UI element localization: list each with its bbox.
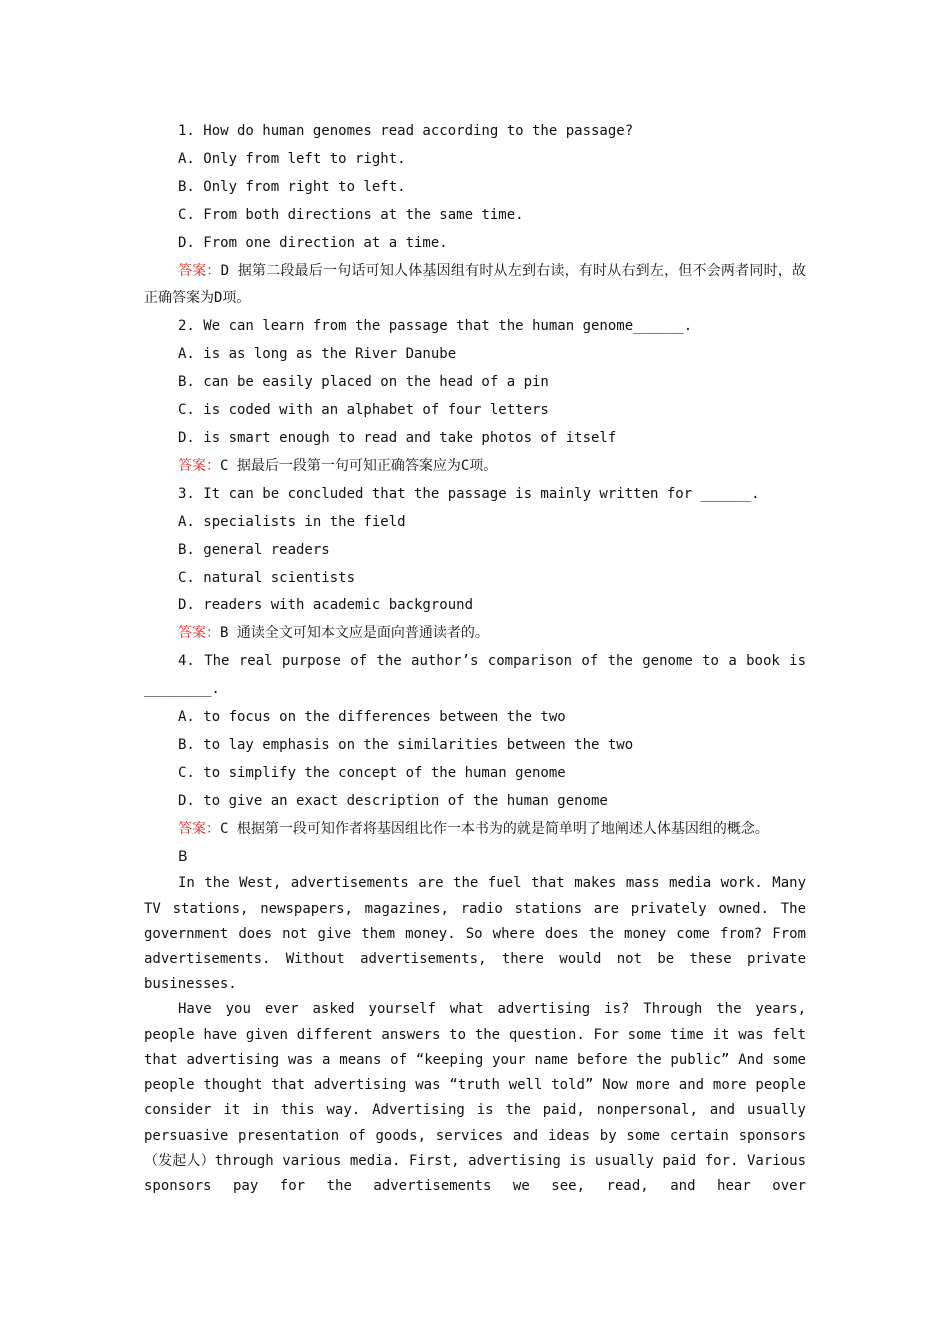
answer-label: 答案： (178, 262, 221, 279)
answer-label: 答案： (178, 457, 220, 474)
option-b: B. to lay emphasis on the similarities between the two (178, 736, 634, 753)
answer-text: B 通读全文可知本文应是面向普通读者的。 (220, 625, 489, 642)
passage-paragraph-1: In the West, advertisements are the fuel that makes mass media work. Many TV stations, newspapers, magazines, radio stations are privately owned. The government does not give them money. So where does the money come from? From advertisements. Without advertisements, there would not be these private businesses. (144, 875, 806, 993)
answer-text: C 根据第一段可知作者将基因组比作一本书为的就是简单明了地阐述人体基因组的概念。 (220, 820, 769, 837)
question-4 (144, 648, 806, 843)
option-a: A. specialists in the field (178, 513, 406, 530)
option-d: D. From one direction at a time. (178, 234, 448, 251)
option-a: A. to focus on the differences between the two (178, 709, 566, 726)
option-c: C. From both directions at the same time. (178, 206, 524, 223)
answer-label: 答案： (178, 820, 220, 837)
answer (144, 258, 806, 314)
answer-label: 答案： (178, 625, 220, 642)
question-stem: 3. It can be concluded that the passage is mainly written for ______. (178, 485, 760, 502)
option-c: C. natural scientists (178, 569, 356, 586)
answer-text: D 据第二段最后一句话可知人体基因组有时从左到右读，有时从右到左，但不会两者同时，故正确答案为D项。 (144, 262, 806, 307)
passage-paragraph-2: Have you ever asked yourself what advertising is? Through the years, people have given different answers to the question. For some time it was felt that advertising was a means of “keeping your name before the public” And some people thought that advertising was “truth well told” Now more and more people consider it in this way. Advertising is the paid, nonpersonal, and usually persuasive presentation of goods, services and ideas by some certain sponsors（发起人）through various media. First, advertising is usually paid for. Various sponsors pay for the advertisements we see, read, and hear over (144, 1001, 806, 1194)
option-c: C. to simplify the concept of the human genome (178, 764, 566, 781)
passage-b (144, 871, 806, 1199)
question-2 (144, 313, 806, 480)
option-b: B. Only from right to left. (178, 178, 406, 195)
document-page (144, 118, 806, 1199)
answer (144, 620, 806, 648)
answer-text: C 据最后一段第一句可知正确答案应为C项。 (220, 457, 498, 474)
option-d: D. is smart enough to read and take photos of itself (178, 429, 617, 446)
option-b: B. general readers (178, 541, 330, 558)
option-d: D. readers with academic background (178, 597, 474, 614)
question-3 (144, 481, 806, 648)
answer (144, 453, 806, 481)
section-heading: B (178, 848, 188, 865)
question-1 (144, 118, 806, 313)
option-c: C. is coded with an alphabet of four letters (178, 402, 549, 419)
option-a: A. Only from left to right. (178, 150, 406, 167)
question-stem: 2. We can learn from the passage that the human genome______. (178, 318, 693, 335)
option-d: D. to give an exact description of the human genome (178, 792, 608, 809)
answer (144, 816, 806, 844)
question-stem: 4. The real purpose of the author’s comparison of the genome to a book is ________. (144, 653, 806, 698)
question-stem: 1. How do human genomes read according to the passage? (178, 123, 634, 139)
option-b: B. can be easily placed on the head of a pin (178, 374, 549, 391)
option-a: A. is as long as the River Danube (178, 346, 457, 363)
